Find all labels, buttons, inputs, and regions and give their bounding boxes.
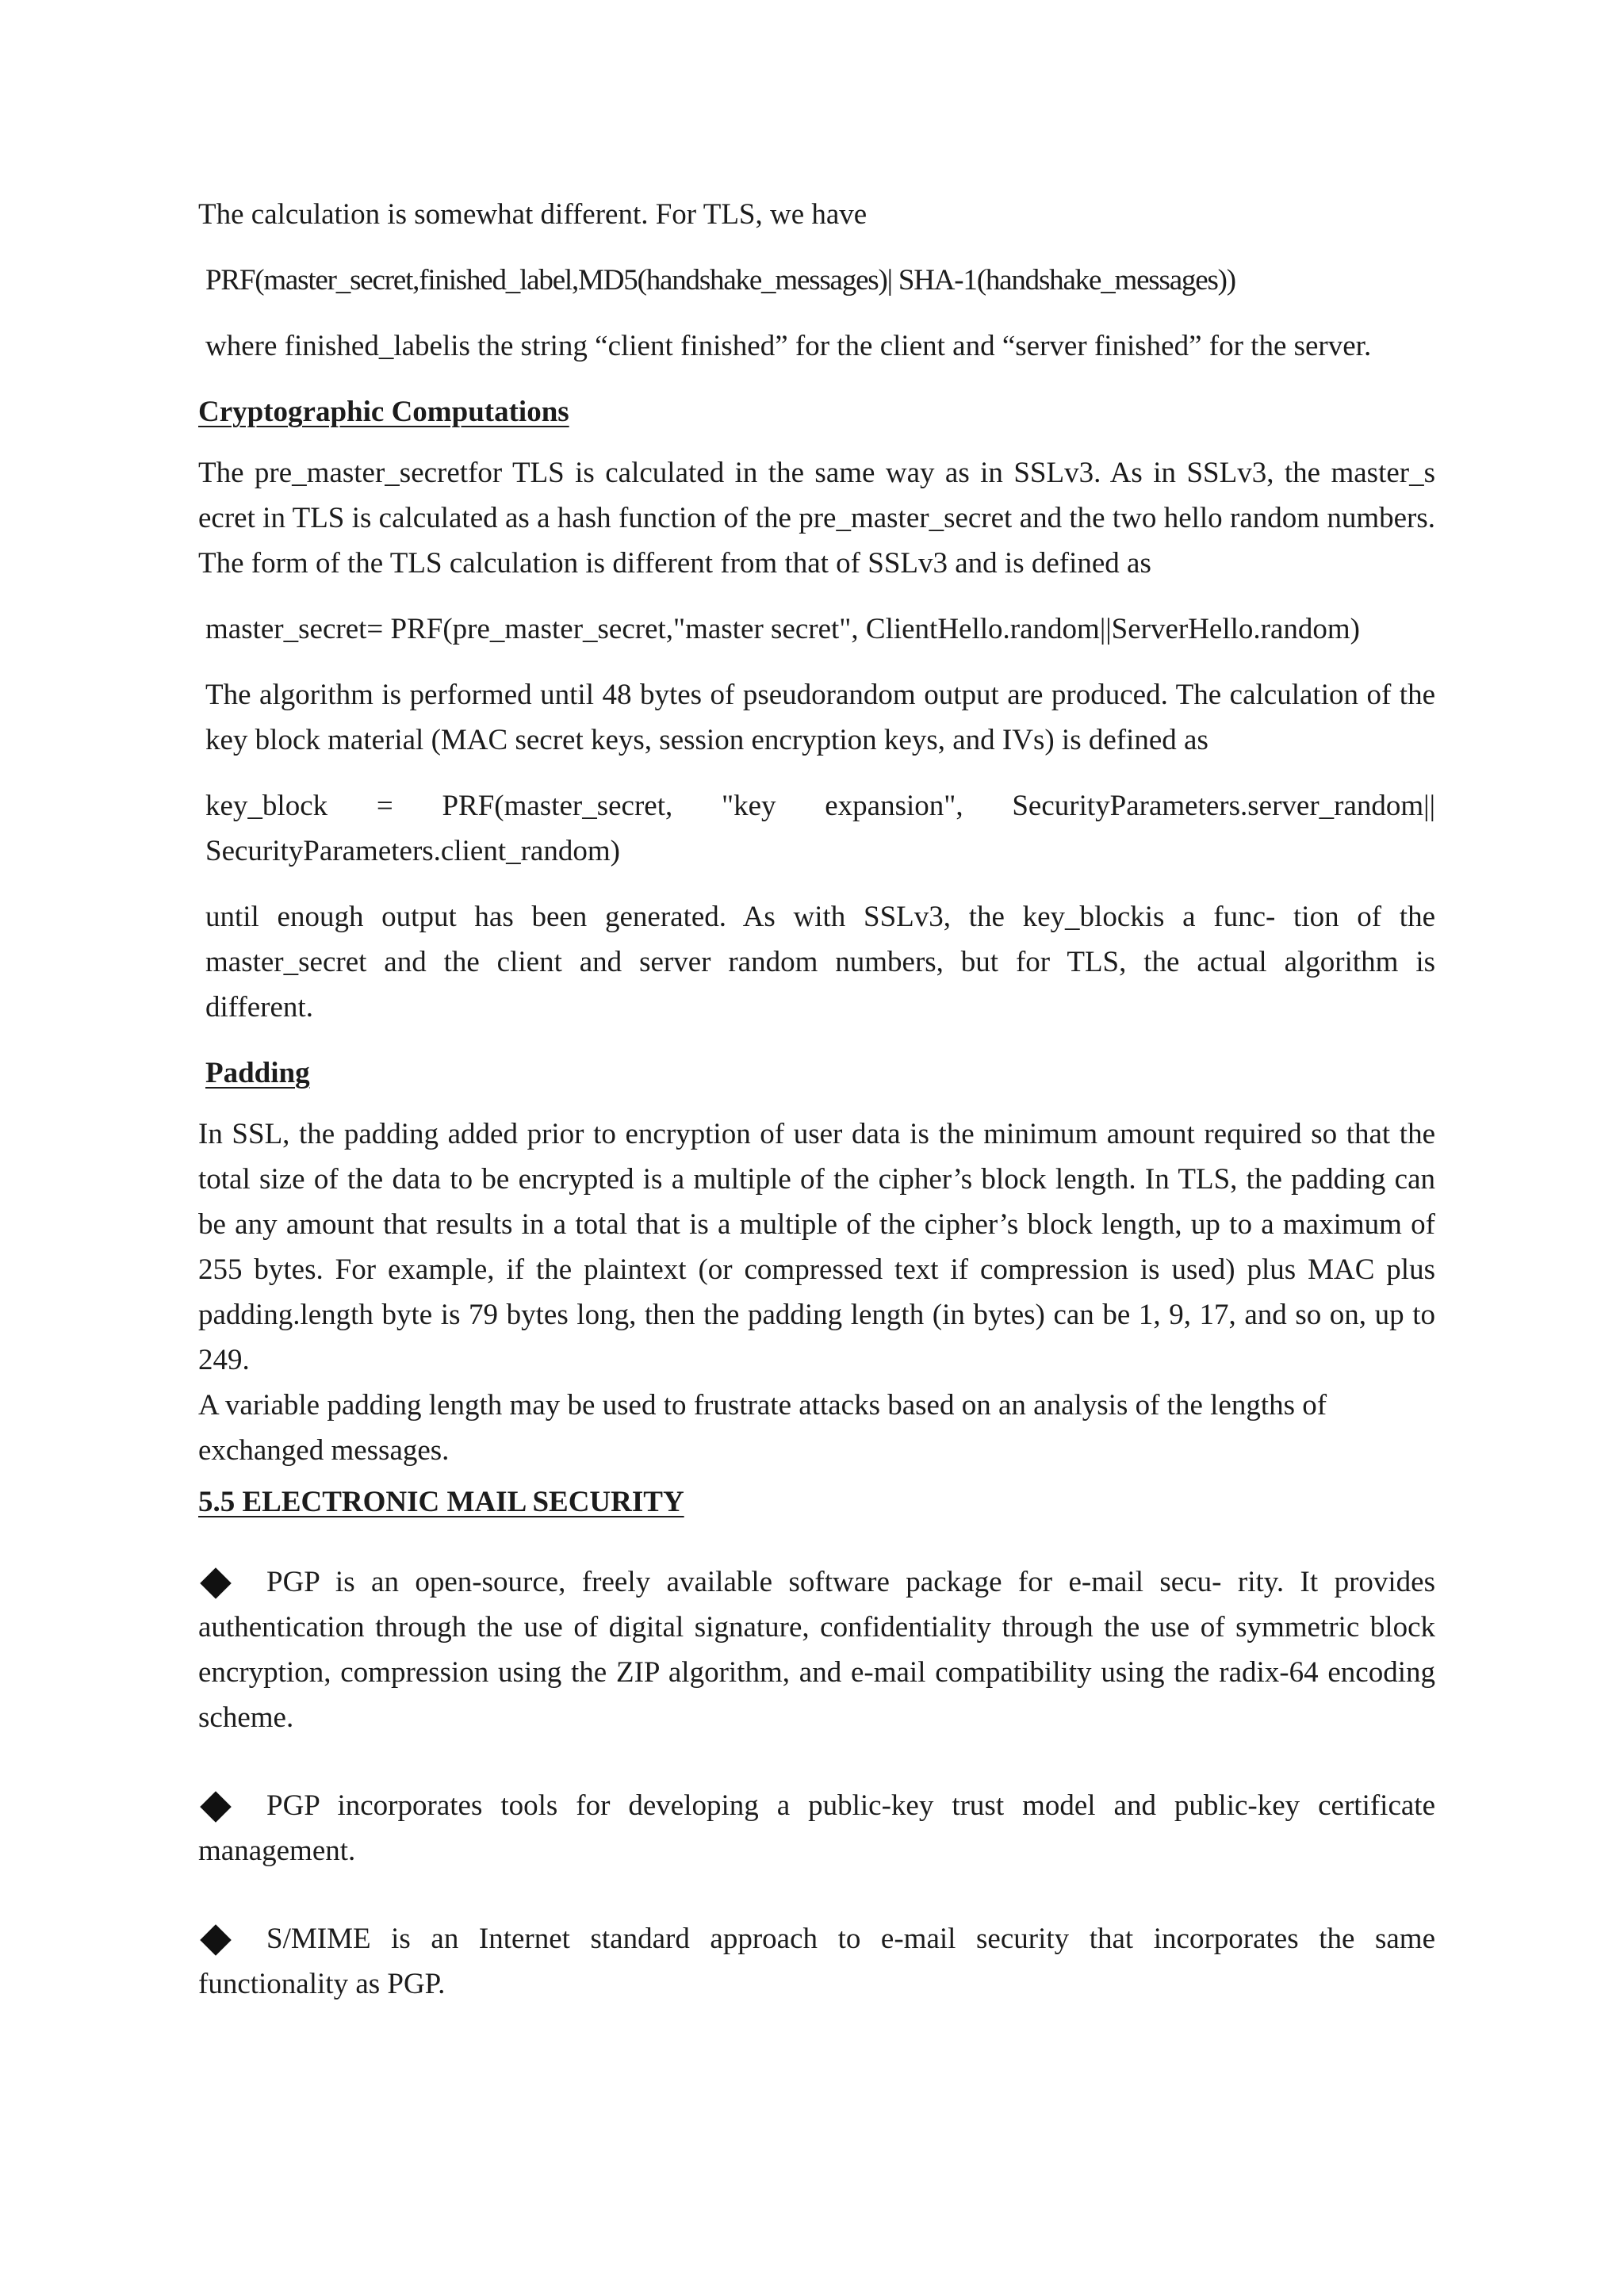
section-heading-cryptographic-computations: Cryptographic Computations [198,396,569,428]
finished-label-note: where finished_labelis the string “client finished” for the client and “server finished” for the server. [205,330,1372,362]
prf-formula: PRF(master_secret,finished_label,MD5(handshake_messages)| SHA-1(handshake_messages)) [205,264,1235,297]
email-bullet-2 [198,1783,1435,1873]
crypto-paragraph-3: until enough output has been generated. As with SSLv3, the key_blockis a func- tion of the master_secret and the client and server random numbers, but for TLS, the actual algorithm is different. [205,901,1435,1024]
section-heading-email-security: 5.5 ELECTRONIC MAIL SECURITY [198,1486,684,1518]
padding-paragraph-2: A variable padding length may be used to frustrate attacks based on an analysis of the lengths of exchanged messages. [198,1389,1327,1467]
crypto-paragraph-1: The pre_master_secretfor TLS is calculated in the same way as in SSLv3. As in SSLv3, the master_s ecret in TLS is calculated as a hash function of the pre_master_secret and the two hello random numbers. The form of the TLS calculation is different from that of SSLv3 and is defined as [198,457,1435,580]
section-heading-padding: Padding [205,1057,310,1089]
intro-text: The calculation is somewhat different. For TLS, we have [198,198,868,231]
document-page [198,192,1435,2049]
padding-paragraph-1: In SSL, the padding added prior to encryption of user data is the minimum amount required so that the total size of the data to be encrypted is a multiple of the cipher’s block length. In TLS, the padding can be any amount that results in a total that is a multiple of the cipher’s block length, up to a maximum of 255 bytes. For example, if the plaintext (or compressed text if compression is used) plus MAC plus padding.length byte is 79 bytes long, then the padding length (in bytes) can be 1, 9, 17, and so on, up to 249. [198,1118,1435,1376]
diamond-bullet-icon [200,1924,232,1956]
email-bullet-2-text: PGP incorporates tools for developing a public-key trust model and public-key certificate management. [198,1789,1435,1867]
master-secret-formula: master_secret= PRF(pre_master_secret,"master secret", ClientHello.random||ServerHello.random) [205,613,1360,645]
email-bullet-3-text: S/MIME is an Internet standard approach to e-mail security that incorporates the same functionality as PGP. [198,1923,1435,2000]
diamond-bullet-icon [200,1791,232,1823]
email-bullet-3 [198,1916,1435,2007]
email-bullet-1 [198,1559,1435,1740]
email-bullet-1-text: PGP is an open-source, freely available software package for e-mail secu- rity. It provides authentication through the use of digital signature, confidentiality through the use of symmetric block encryption, compression using the ZIP algorithm, and e-mail compatibility using the radix-64 encoding scheme. [198,1566,1435,1734]
crypto-paragraph-2: The algorithm is performed until 48 bytes of pseudorandom output are produced. The calculation of the key block material (MAC secret keys, session encryption keys, and IVs) is defined as [205,679,1435,756]
diamond-bullet-icon [200,1567,232,1599]
key-block-formula: key_block = PRF(master_secret, "key expansion", SecurityParameters.server_random|| SecurityParameters.client_random) [205,790,1435,867]
